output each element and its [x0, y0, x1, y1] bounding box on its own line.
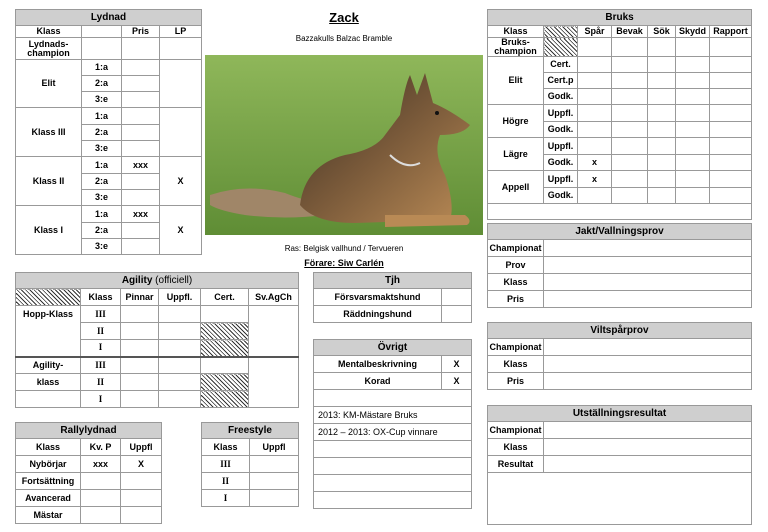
cell: [544, 240, 752, 257]
spar-value: x: [578, 155, 612, 171]
lydnad-group-klass-i: Klass I: [16, 206, 82, 255]
cell: [121, 323, 159, 340]
cell: [676, 73, 710, 89]
col-uppfl: Uppfl: [121, 439, 162, 456]
cell: [201, 357, 249, 374]
cell: [648, 38, 676, 57]
utstallning-row-label: Championat: [488, 422, 544, 439]
rally-klass: Avancerad: [16, 490, 81, 507]
col-klass: Klass: [488, 26, 544, 38]
result-label: Uppfl.: [544, 171, 578, 188]
cell: [648, 73, 676, 89]
rally-uppfl: [121, 473, 162, 490]
col-spar: Spår: [578, 26, 612, 38]
cell: [710, 155, 752, 171]
bruks-title: Bruks: [488, 10, 752, 26]
spar-value: [578, 188, 612, 204]
cell: [612, 122, 648, 138]
hatched-cell: [201, 391, 249, 408]
tjh-row-label: Räddningshund: [314, 306, 442, 323]
col-svagch: Sv.AgCh: [249, 289, 299, 306]
utstallning-row-label: Klass: [488, 439, 544, 456]
cell: [676, 38, 710, 57]
result-label: Godk.: [544, 188, 578, 204]
cell: [612, 188, 648, 204]
rally-klass: Mästar: [16, 507, 81, 524]
col-klass: Klass: [16, 439, 81, 456]
lp-value: X: [160, 206, 202, 255]
cell: [82, 38, 122, 60]
cell: [676, 155, 710, 171]
ovrigt-note: [314, 441, 472, 458]
dog-header: [205, 10, 483, 43]
ovrigt-table: [313, 339, 472, 509]
jakt-title: Jakt/Vallningsprov: [488, 224, 752, 240]
dog-name: Zack: [329, 10, 359, 25]
placing: 3:e: [82, 141, 122, 157]
lp-value: [160, 60, 202, 108]
cell: [121, 391, 159, 408]
dog-front-legs: [385, 215, 470, 227]
pris-value: [122, 174, 160, 190]
cell: [710, 89, 752, 105]
viltspar-title: Viltspårprov: [488, 323, 752, 339]
utstallning-row-label: Resultat: [488, 456, 544, 473]
col-rapport: Rapport: [710, 26, 752, 38]
hatched-cell: [201, 340, 249, 357]
bruks-group-elit: Elit: [488, 57, 544, 105]
placing: 2:a: [82, 174, 122, 190]
lydnad-table: [15, 9, 202, 255]
result-label: Uppfl.: [544, 105, 578, 122]
pris-value: [122, 223, 160, 239]
rally-uppfl: [121, 490, 162, 507]
cell: [612, 73, 648, 89]
cell: [612, 171, 648, 188]
breed: Ras: Belgisk vallhund / Tervueren: [284, 244, 404, 253]
cell: [676, 57, 710, 73]
lp-value: X: [160, 157, 202, 206]
placing: 1:a: [82, 157, 122, 174]
cell: [159, 306, 201, 323]
pris-value: [122, 60, 160, 76]
cell: [648, 89, 676, 105]
ovrigt-row-label: Korad: [314, 373, 442, 390]
cell: [648, 122, 676, 138]
ovrigt-note: 2013: KM-Mästare Bruks: [314, 407, 472, 424]
placing: 3:e: [82, 239, 122, 255]
cell: [159, 340, 201, 357]
freestyle-title: Freestyle: [202, 423, 299, 439]
freestyle-klass: I: [202, 490, 250, 507]
cell: [612, 105, 648, 122]
lydnad-group-elit: Elit: [16, 60, 82, 108]
cell: [544, 456, 752, 473]
cell: [676, 188, 710, 204]
cell: [121, 374, 159, 391]
agility-klass: I: [81, 340, 121, 357]
cell: [442, 306, 472, 323]
col-skydd: Skydd: [676, 26, 710, 38]
cell: [442, 289, 472, 306]
cell: [612, 89, 648, 105]
agility-title-note: (officiell): [155, 274, 193, 286]
bruks-table: [487, 9, 752, 220]
cell: [648, 57, 676, 73]
placing: 1:a: [82, 60, 122, 76]
cell: [648, 138, 676, 155]
blank-row: [314, 390, 472, 407]
placing: 2:a: [82, 76, 122, 92]
tjh-table: [313, 272, 472, 323]
cell: [544, 339, 752, 356]
cell: [250, 456, 299, 473]
utstallning-table: [487, 405, 752, 525]
agility-klass: II: [81, 323, 121, 340]
col-pris: Pris: [122, 26, 160, 38]
agility-klass: III: [81, 306, 121, 323]
rally-kvp: [81, 490, 121, 507]
pris-value: [122, 92, 160, 108]
cell: [121, 306, 159, 323]
col-kvp: Kv. P: [81, 439, 121, 456]
agility-table: [15, 272, 299, 408]
agility-klass: II: [81, 374, 121, 391]
jakt-row-label: Championat: [488, 240, 544, 257]
lydnad-group-klass-ii: Klass II: [16, 157, 82, 206]
cell: [122, 38, 160, 60]
ovrigt-note: 2012 – 2013: OX-Cup vinnare: [314, 424, 472, 441]
rally-klass: Fortsättning: [16, 473, 81, 490]
tjh-title: Tjh: [314, 273, 472, 289]
spar-value: [578, 122, 612, 138]
cell: [249, 357, 299, 408]
cell: [648, 171, 676, 188]
col-sok: Sök: [648, 26, 676, 38]
lydnad-title: Lydnad: [16, 10, 202, 26]
cell: [676, 171, 710, 188]
tjh-row-label: Försvarsmaktshund: [314, 289, 442, 306]
placing: 1:a: [82, 108, 122, 125]
result-label: Godk.: [544, 155, 578, 171]
rally-uppfl: X: [121, 456, 162, 473]
spar-value: [578, 73, 612, 89]
agility-klass: I: [81, 391, 121, 408]
col-uppfl: Uppfl: [250, 439, 299, 456]
col-cert: Cert.: [201, 289, 249, 306]
result-label: Godk.: [544, 89, 578, 105]
cell: [250, 473, 299, 490]
rally-table: [15, 422, 162, 524]
blank-row: [488, 473, 752, 525]
spar-value: [578, 105, 612, 122]
ovrigt-row-label: Mentalbeskrivning: [314, 356, 442, 373]
cell: [710, 188, 752, 204]
freestyle-table: [201, 422, 299, 507]
cell: [710, 122, 752, 138]
pris-value: [122, 108, 160, 125]
lydnad-champion-label: Lydnads-champion: [16, 38, 82, 60]
cell: [612, 57, 648, 73]
cell: [710, 138, 752, 155]
result-label: Cert.p: [544, 73, 578, 89]
agility-title-text: Agility: [121, 274, 153, 286]
cell: [201, 306, 249, 323]
cell: [249, 306, 299, 357]
cell: [159, 323, 201, 340]
cell: [160, 38, 202, 60]
bruks-champion-label: Bruks-champion: [488, 38, 544, 57]
hatched-cell: [544, 26, 578, 38]
dog-eye: [435, 111, 439, 115]
viltspar-row-label: Klass: [488, 356, 544, 373]
rally-kvp: [81, 507, 121, 524]
hatched-cell: [201, 374, 249, 391]
jakt-table: [487, 223, 752, 308]
cell: [676, 138, 710, 155]
rally-kvp: xxx: [81, 456, 121, 473]
spar-value: [578, 138, 612, 155]
spar-value: x: [578, 171, 612, 188]
cell: [16, 391, 81, 408]
ovrigt-note: [314, 458, 472, 475]
result-label: Uppfl.: [544, 138, 578, 155]
viltspar-row-label: Pris: [488, 373, 544, 390]
rally-klass: Nybörjar: [16, 456, 81, 473]
spar-value: [578, 89, 612, 105]
pris-value: [122, 239, 160, 255]
placing: 2:a: [82, 223, 122, 239]
cell: [676, 89, 710, 105]
agility-group-agility-1: Agility-: [16, 357, 81, 374]
rally-uppfl: [121, 507, 162, 524]
rally-title: Rallylydnad: [16, 423, 162, 439]
pris-value: xxx: [122, 157, 160, 174]
cell: [121, 340, 159, 357]
bruks-group-lagre: Lägre: [488, 138, 544, 171]
cell: [159, 391, 201, 408]
cell: [544, 257, 752, 274]
freestyle-klass: III: [202, 456, 250, 473]
cell: [648, 105, 676, 122]
col-bevak: Bevak: [612, 26, 648, 38]
cell: [710, 57, 752, 73]
utstallning-title: Utställningsresultat: [488, 406, 752, 422]
cell: [121, 357, 159, 374]
agility-group-agility-2: klass: [16, 374, 81, 391]
viltspar-table: [487, 322, 752, 390]
cell: [544, 422, 752, 439]
cell: [710, 171, 752, 188]
hatched-cell: [201, 323, 249, 340]
cell: [648, 155, 676, 171]
col-placing: [82, 26, 122, 38]
ovrigt-row-value: X: [442, 356, 472, 373]
result-label: Godk.: [544, 122, 578, 138]
bruks-group-hogre: Högre: [488, 105, 544, 138]
cell: [544, 439, 752, 456]
pris-value: xxx: [122, 206, 160, 223]
registered-name: Bazzakulls Balzac Bramble: [295, 34, 393, 43]
cell: [544, 356, 752, 373]
cell: [250, 490, 299, 507]
cell: [159, 357, 201, 374]
ovrigt-row-value: X: [442, 373, 472, 390]
handler: Förare: Siw Carlén: [304, 258, 384, 268]
cell: [578, 38, 612, 57]
agility-group-hopp: Hopp-Klass: [16, 306, 81, 357]
jakt-row-label: Prov: [488, 257, 544, 274]
dog-photo: [205, 55, 483, 235]
agility-klass: III: [81, 357, 121, 374]
cell: [710, 105, 752, 122]
col-lp: LP: [160, 26, 202, 38]
placing: 3:e: [82, 92, 122, 108]
blank-row: [488, 204, 752, 220]
cell: [159, 374, 201, 391]
pris-value: [122, 125, 160, 141]
cell: [544, 291, 752, 308]
result-label: Cert.: [544, 57, 578, 73]
cell: [710, 73, 752, 89]
cell: [612, 138, 648, 155]
viltspar-row-label: Championat: [488, 339, 544, 356]
lydnad-group-klass-iii: Klass III: [16, 108, 82, 157]
placing: 2:a: [82, 125, 122, 141]
jakt-row-label: Pris: [488, 291, 544, 308]
pris-value: [122, 76, 160, 92]
placing: 3:e: [82, 190, 122, 206]
ovrigt-note: [314, 492, 472, 509]
bruks-group-appell: Appell: [488, 171, 544, 204]
rally-kvp: [81, 473, 121, 490]
col-klass: Klass: [81, 289, 121, 306]
lp-value: [160, 108, 202, 157]
jakt-row-label: Klass: [488, 274, 544, 291]
spar-value: [578, 57, 612, 73]
col-klass: Klass: [202, 439, 250, 456]
hatched-cell: [544, 38, 578, 57]
cell: [676, 105, 710, 122]
freestyle-klass: II: [202, 473, 250, 490]
cell: [544, 373, 752, 390]
col-pinnar: Pinnar: [121, 289, 159, 306]
ovrigt-title: Övrigt: [314, 340, 472, 356]
cell: [612, 38, 648, 57]
pris-value: [122, 141, 160, 157]
ovrigt-note: [314, 475, 472, 492]
col-uppfl: Uppfl.: [159, 289, 201, 306]
cell: [648, 188, 676, 204]
cell: [612, 155, 648, 171]
hatched-cell: [16, 289, 81, 306]
placing: 1:a: [82, 206, 122, 223]
cell: [710, 38, 752, 57]
agility-title: [16, 273, 299, 289]
col-klass: Klass: [16, 26, 82, 38]
cell: [676, 122, 710, 138]
cell: [544, 274, 752, 291]
pris-value: [122, 190, 160, 206]
